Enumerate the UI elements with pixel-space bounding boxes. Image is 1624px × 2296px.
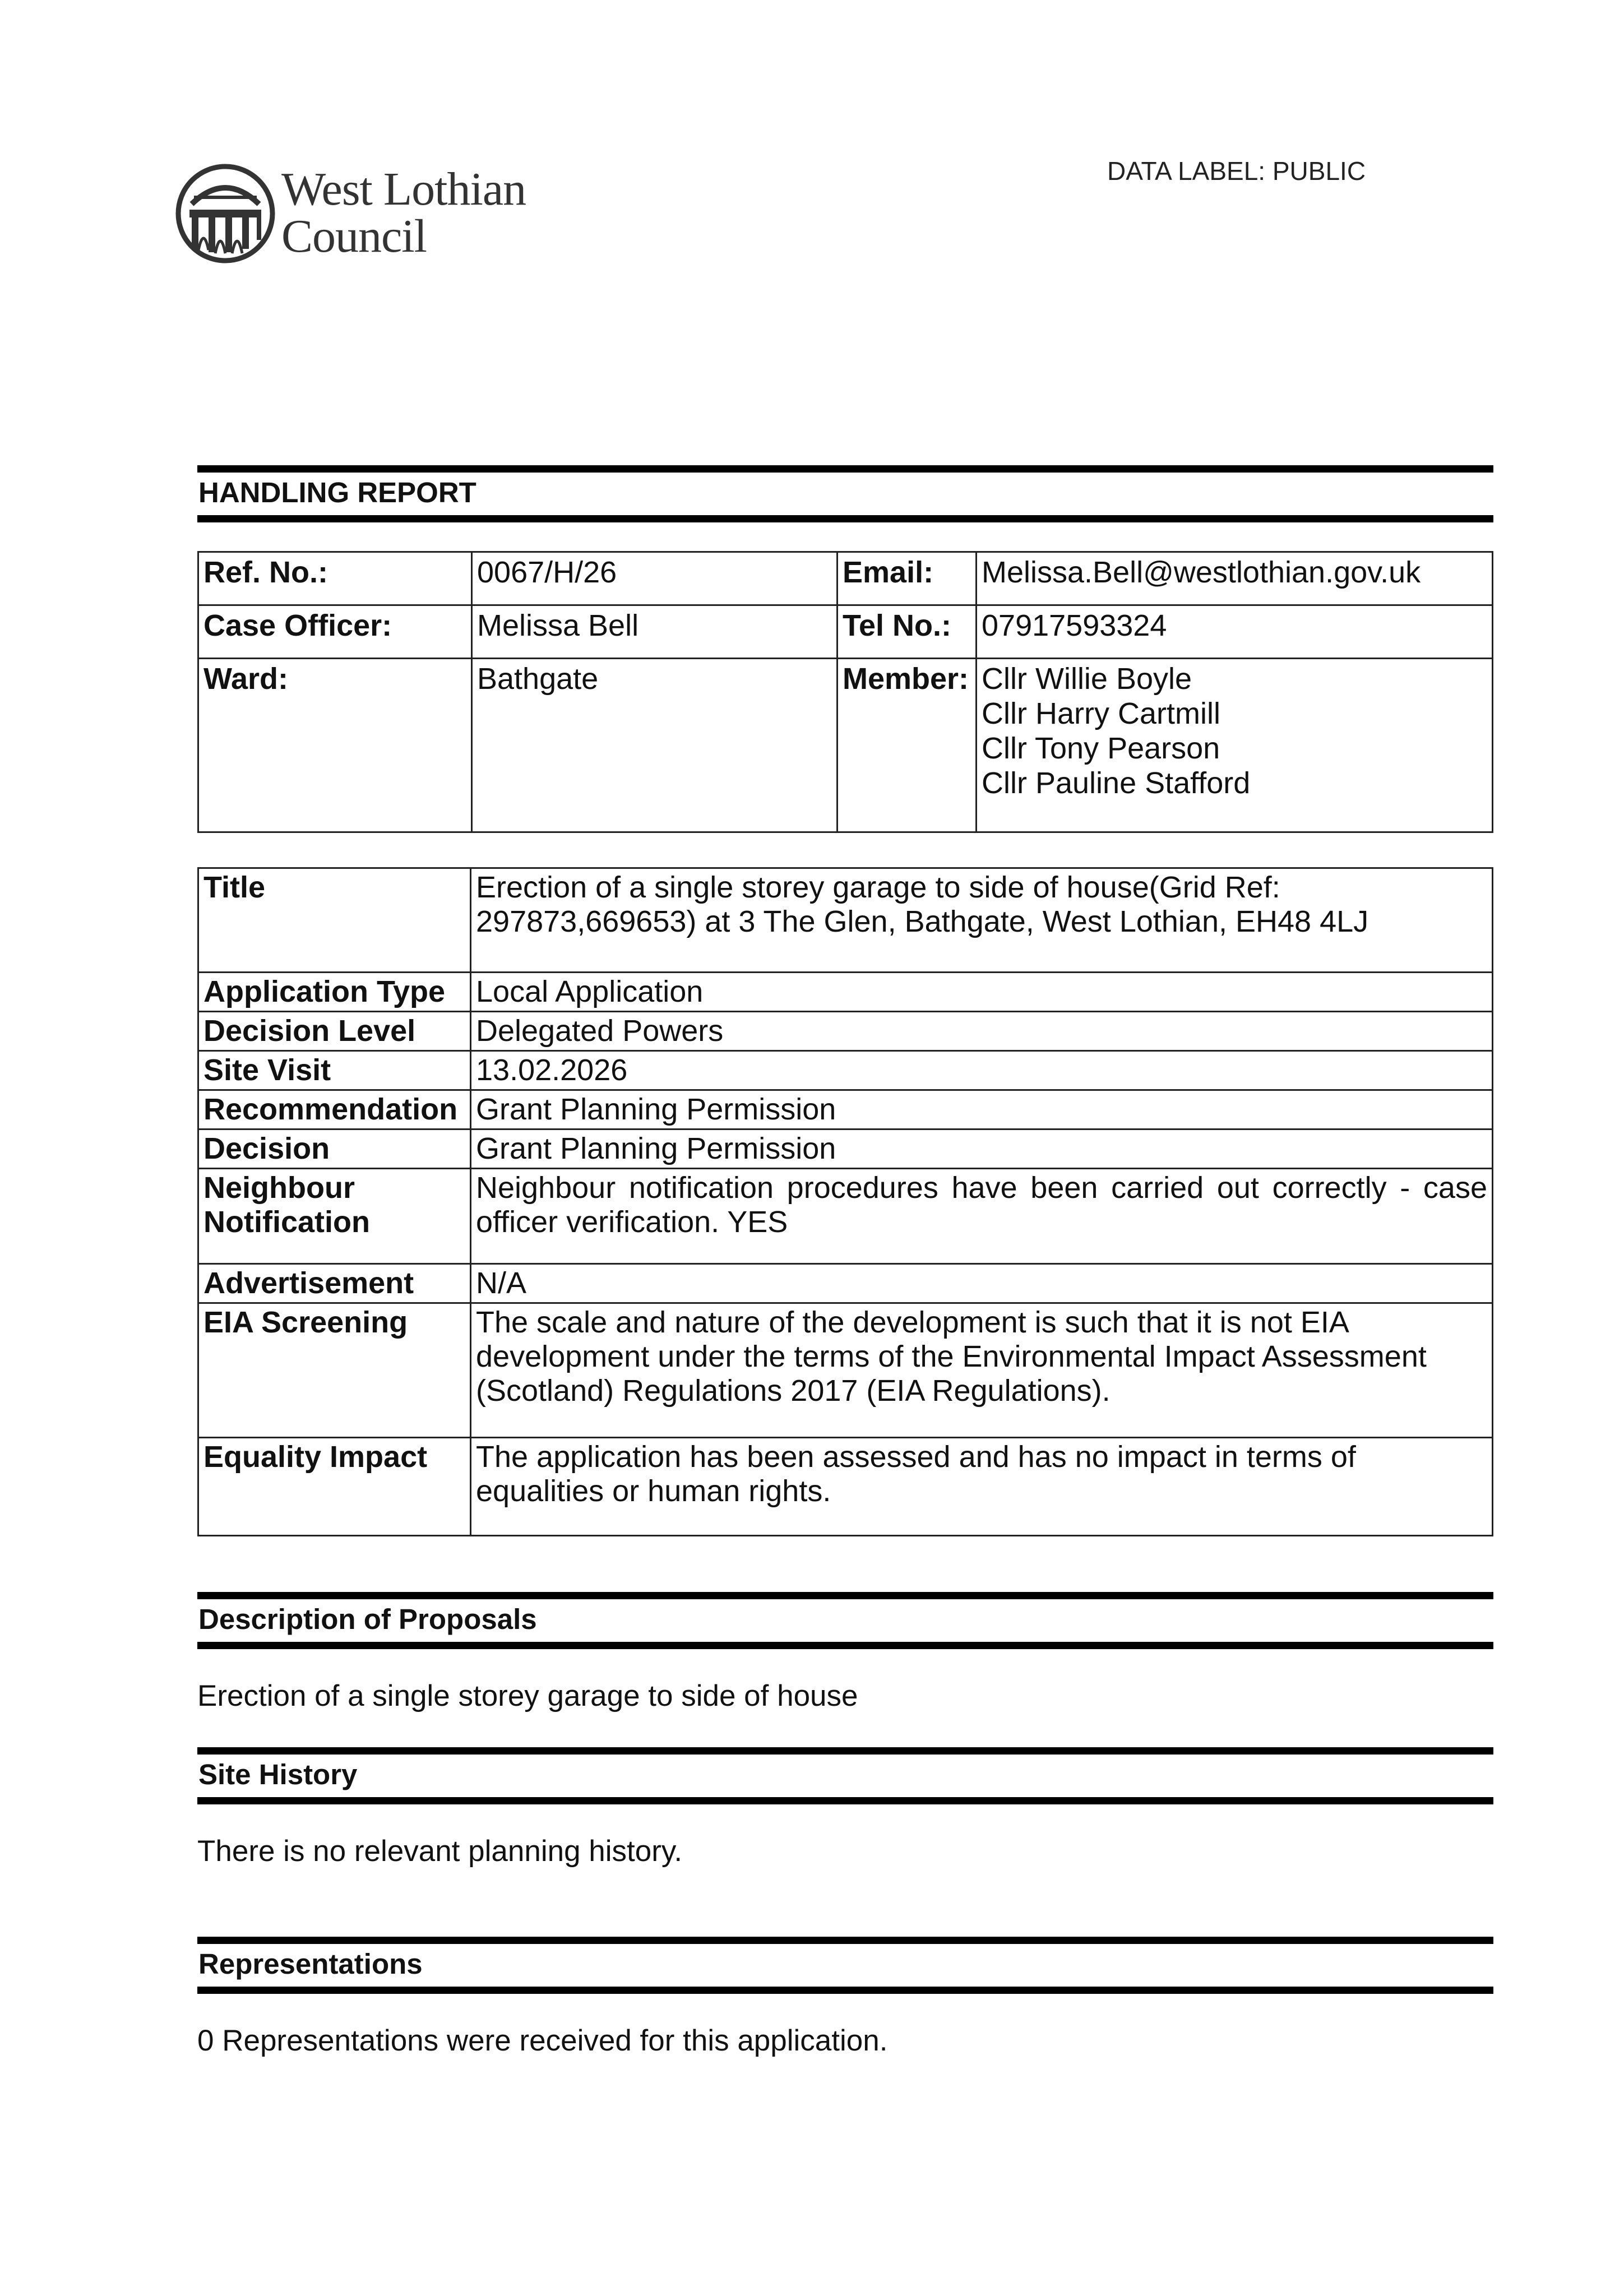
description-heading bbox=[197, 1592, 1493, 1649]
advertisement-value: N/A bbox=[471, 1264, 1493, 1303]
table-row bbox=[198, 973, 1493, 1012]
eia-screening-label: EIA Screening bbox=[198, 1303, 471, 1438]
decision-level-label: Decision Level bbox=[198, 1012, 471, 1051]
table-row bbox=[198, 552, 1493, 605]
tel-label: Tel No.: bbox=[838, 605, 977, 659]
table-row bbox=[198, 1169, 1493, 1264]
ref-value: 0067/H/26 bbox=[472, 552, 838, 605]
email-label: Email: bbox=[838, 552, 977, 605]
contact-table bbox=[197, 551, 1493, 833]
equality-impact-value: The application has been assessed and has no impact in terms of equalities or human rights. bbox=[471, 1438, 1493, 1536]
application-type-label: Application Type bbox=[198, 973, 471, 1012]
member-name: Cllr Willie Boyle bbox=[982, 662, 1192, 696]
table-row bbox=[198, 659, 1493, 832]
site-history-heading bbox=[197, 1747, 1493, 1804]
description-text: Erection of a single storey garage to side of house bbox=[197, 1679, 858, 1712]
representations-text: 0 Representations were received for this application. bbox=[197, 2024, 888, 2057]
table-row bbox=[198, 868, 1493, 973]
table-row bbox=[198, 1012, 1493, 1051]
handling-report-title: HANDLING REPORT bbox=[198, 476, 476, 508]
table-row bbox=[198, 1303, 1493, 1438]
member-name: Cllr Pauline Stafford bbox=[982, 766, 1251, 800]
member-name: Cllr Tony Pearson bbox=[982, 732, 1220, 765]
table-row bbox=[198, 1264, 1493, 1303]
table-row bbox=[198, 1090, 1493, 1130]
handling-report-heading bbox=[197, 465, 1493, 522]
application-type-value: Local Application bbox=[471, 973, 1493, 1012]
table-row bbox=[198, 1438, 1493, 1536]
member-list bbox=[977, 659, 1493, 832]
viaduct-emblem-icon bbox=[175, 160, 276, 267]
site-history-heading-text: Site History bbox=[198, 1758, 358, 1790]
description-heading-text: Description of Proposals bbox=[198, 1603, 537, 1635]
recommendation-value: Grant Planning Permission bbox=[471, 1090, 1493, 1130]
table-row bbox=[198, 1051, 1493, 1090]
ward-value: Bathgate bbox=[472, 659, 838, 832]
member-name: Cllr Harry Cartmill bbox=[982, 697, 1220, 730]
case-officer-value: Melissa Bell bbox=[472, 605, 838, 659]
application-details-table bbox=[197, 867, 1493, 1536]
site-visit-value: 13.02.2026 bbox=[471, 1051, 1493, 1090]
eia-screening-value: The scale and nature of the development is such that it is not EIA development under the terms of the Environmental Impact Assessment (Scotland) Regulations 2017 (EIA Regulations). bbox=[471, 1303, 1493, 1438]
council-logo bbox=[175, 160, 556, 272]
site-visit-label: Site Visit bbox=[198, 1051, 471, 1090]
decision-label: Decision bbox=[198, 1130, 471, 1169]
site-history-text: There is no relevant planning history. bbox=[197, 1835, 683, 1868]
email-value[interactable]: Melissa.Bell@westlothian.gov.uk bbox=[977, 552, 1493, 605]
decision-level-value: Delegated Powers bbox=[471, 1012, 1493, 1051]
equality-impact-label: Equality Impact bbox=[198, 1438, 471, 1536]
ref-label: Ref. No.: bbox=[198, 552, 472, 605]
member-label: Member: bbox=[838, 659, 977, 832]
table-row bbox=[198, 1130, 1493, 1169]
neighbour-notification-label: Neighbour Notification bbox=[198, 1169, 471, 1264]
data-label: DATA LABEL: PUBLIC bbox=[1107, 156, 1366, 186]
representations-heading-text: Representations bbox=[198, 1948, 423, 1980]
tel-value: 07917593324 bbox=[977, 605, 1493, 659]
neighbour-notification-value: Neighbour notification procedures have been carried out correctly - case officer verification. YES bbox=[471, 1169, 1493, 1264]
ward-label: Ward: bbox=[198, 659, 472, 832]
table-row bbox=[198, 605, 1493, 659]
case-officer-label: Case Officer: bbox=[198, 605, 472, 659]
representations-heading bbox=[197, 1937, 1493, 1994]
title-value: Erection of a single storey garage to side of house(Grid Ref: 297873,669653) at 3 The Glen, Bathgate, West Lothian, EH48 4LJ bbox=[471, 868, 1493, 973]
recommendation-label: Recommendation bbox=[198, 1090, 471, 1130]
council-name bbox=[281, 163, 526, 262]
title-label: Title bbox=[198, 868, 471, 973]
council-name-line1: West Lothian bbox=[281, 163, 526, 215]
advertisement-label: Advertisement bbox=[198, 1264, 471, 1303]
council-name-line2: Council bbox=[281, 210, 427, 262]
decision-value: Grant Planning Permission bbox=[471, 1130, 1493, 1169]
